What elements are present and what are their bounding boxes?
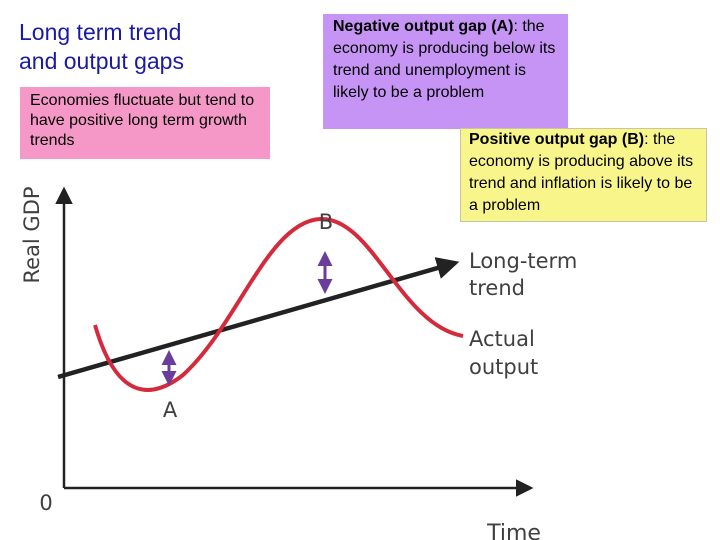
point-b-label: B (318, 210, 334, 234)
actual-label-line-1: Actual (469, 327, 535, 351)
point-a-label: A (162, 398, 178, 422)
trend-label-line-2: trend (469, 276, 525, 300)
positive-gap-heading: Positive output gap (B) (469, 131, 645, 148)
y-axis-label: Real GDP (20, 186, 44, 284)
actual-output-curve (95, 219, 463, 390)
origin-label: 0 (39, 491, 53, 515)
trend-label-line-1: Long-term (469, 249, 578, 273)
negative-gap-heading: Negative output gap (A) (333, 18, 514, 35)
actual-label-line-2: output (469, 355, 539, 379)
summary-text: Economies fluctuate but tend to have positive long term growth trends (30, 92, 255, 149)
negative-gap-text: : the economy is producing below its trend and unemployment is likely to be a problem (333, 18, 556, 101)
title-line-2: and output gaps (19, 48, 184, 74)
x-axis-label: Time (487, 521, 541, 540)
title-line-1: Long term trend (19, 19, 182, 45)
positive-gap-text: : the economy is producing above its trend and inflation is likely to be a problem (469, 131, 694, 214)
